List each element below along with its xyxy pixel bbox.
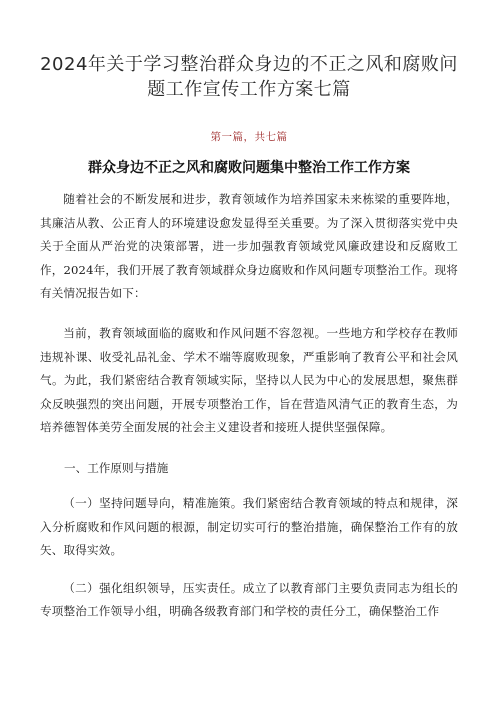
intro-paragraph: 随着社会的不断发展和进步，教育领域作为培养国家未来栋梁的重要阵地，其廉洁从教、公正育人的环境建设愈发显得至关重要。为了深入贯彻落实党中央关于全面从严治党的决策部署，进一步加强教育领域党风廉政建设和反腐败工作，2024年，我们开展了教育领域群众身边腐败和作风问题专项整治工作。现将有关情况报告如下： xyxy=(40,192,458,301)
section-title: 群众身边不正之风和腐败问题集中整治工作工作方案 xyxy=(88,160,410,176)
background-paragraph: 当前，教育领域面临的腐败和作风问题不容忽视。一些地方和学校存在教师违规补课、收受礼品礼金、学术不端等腐败现象，严重影响了教育公平和社会风气。为此，我们紧密结合教育领域实际，坚持以人民为中心的发展思想，聚焦群众反映强烈的突出问题，开展专项整治工作，旨在营造风清气正的教育生态，为培养德智体美劳全面发展的社会主义建设者和接班人提供坚强保障。 xyxy=(40,325,458,435)
document-title-line-2: 题工作宣传工作方案七篇 xyxy=(147,79,351,100)
measure-paragraph-1: （一）坚持问题导向，精准施策。我们紧密结合教育领域的特点和规律，深入分析腐败和作风问题的根源，制定切实可行的整治措施，确保整治工作有的放矢、取得实效。 xyxy=(40,495,458,558)
measure-paragraph-2: （二）强化组织领导，压实责任。成立了以教育部门主要负责同志为组长的专项整治工作领导小组，明确各级教育部门和学校的责任分工，确保整治工作 xyxy=(40,580,458,619)
document-title-line-1: 2024年关于学习整治群众身边的不正之风和腐败问 xyxy=(40,54,458,75)
heading-principles-measures: 一、工作原则与措施 xyxy=(64,460,169,475)
document-title xyxy=(40,0,458,102)
part-label: 第一篇，共七篇 xyxy=(210,131,288,143)
